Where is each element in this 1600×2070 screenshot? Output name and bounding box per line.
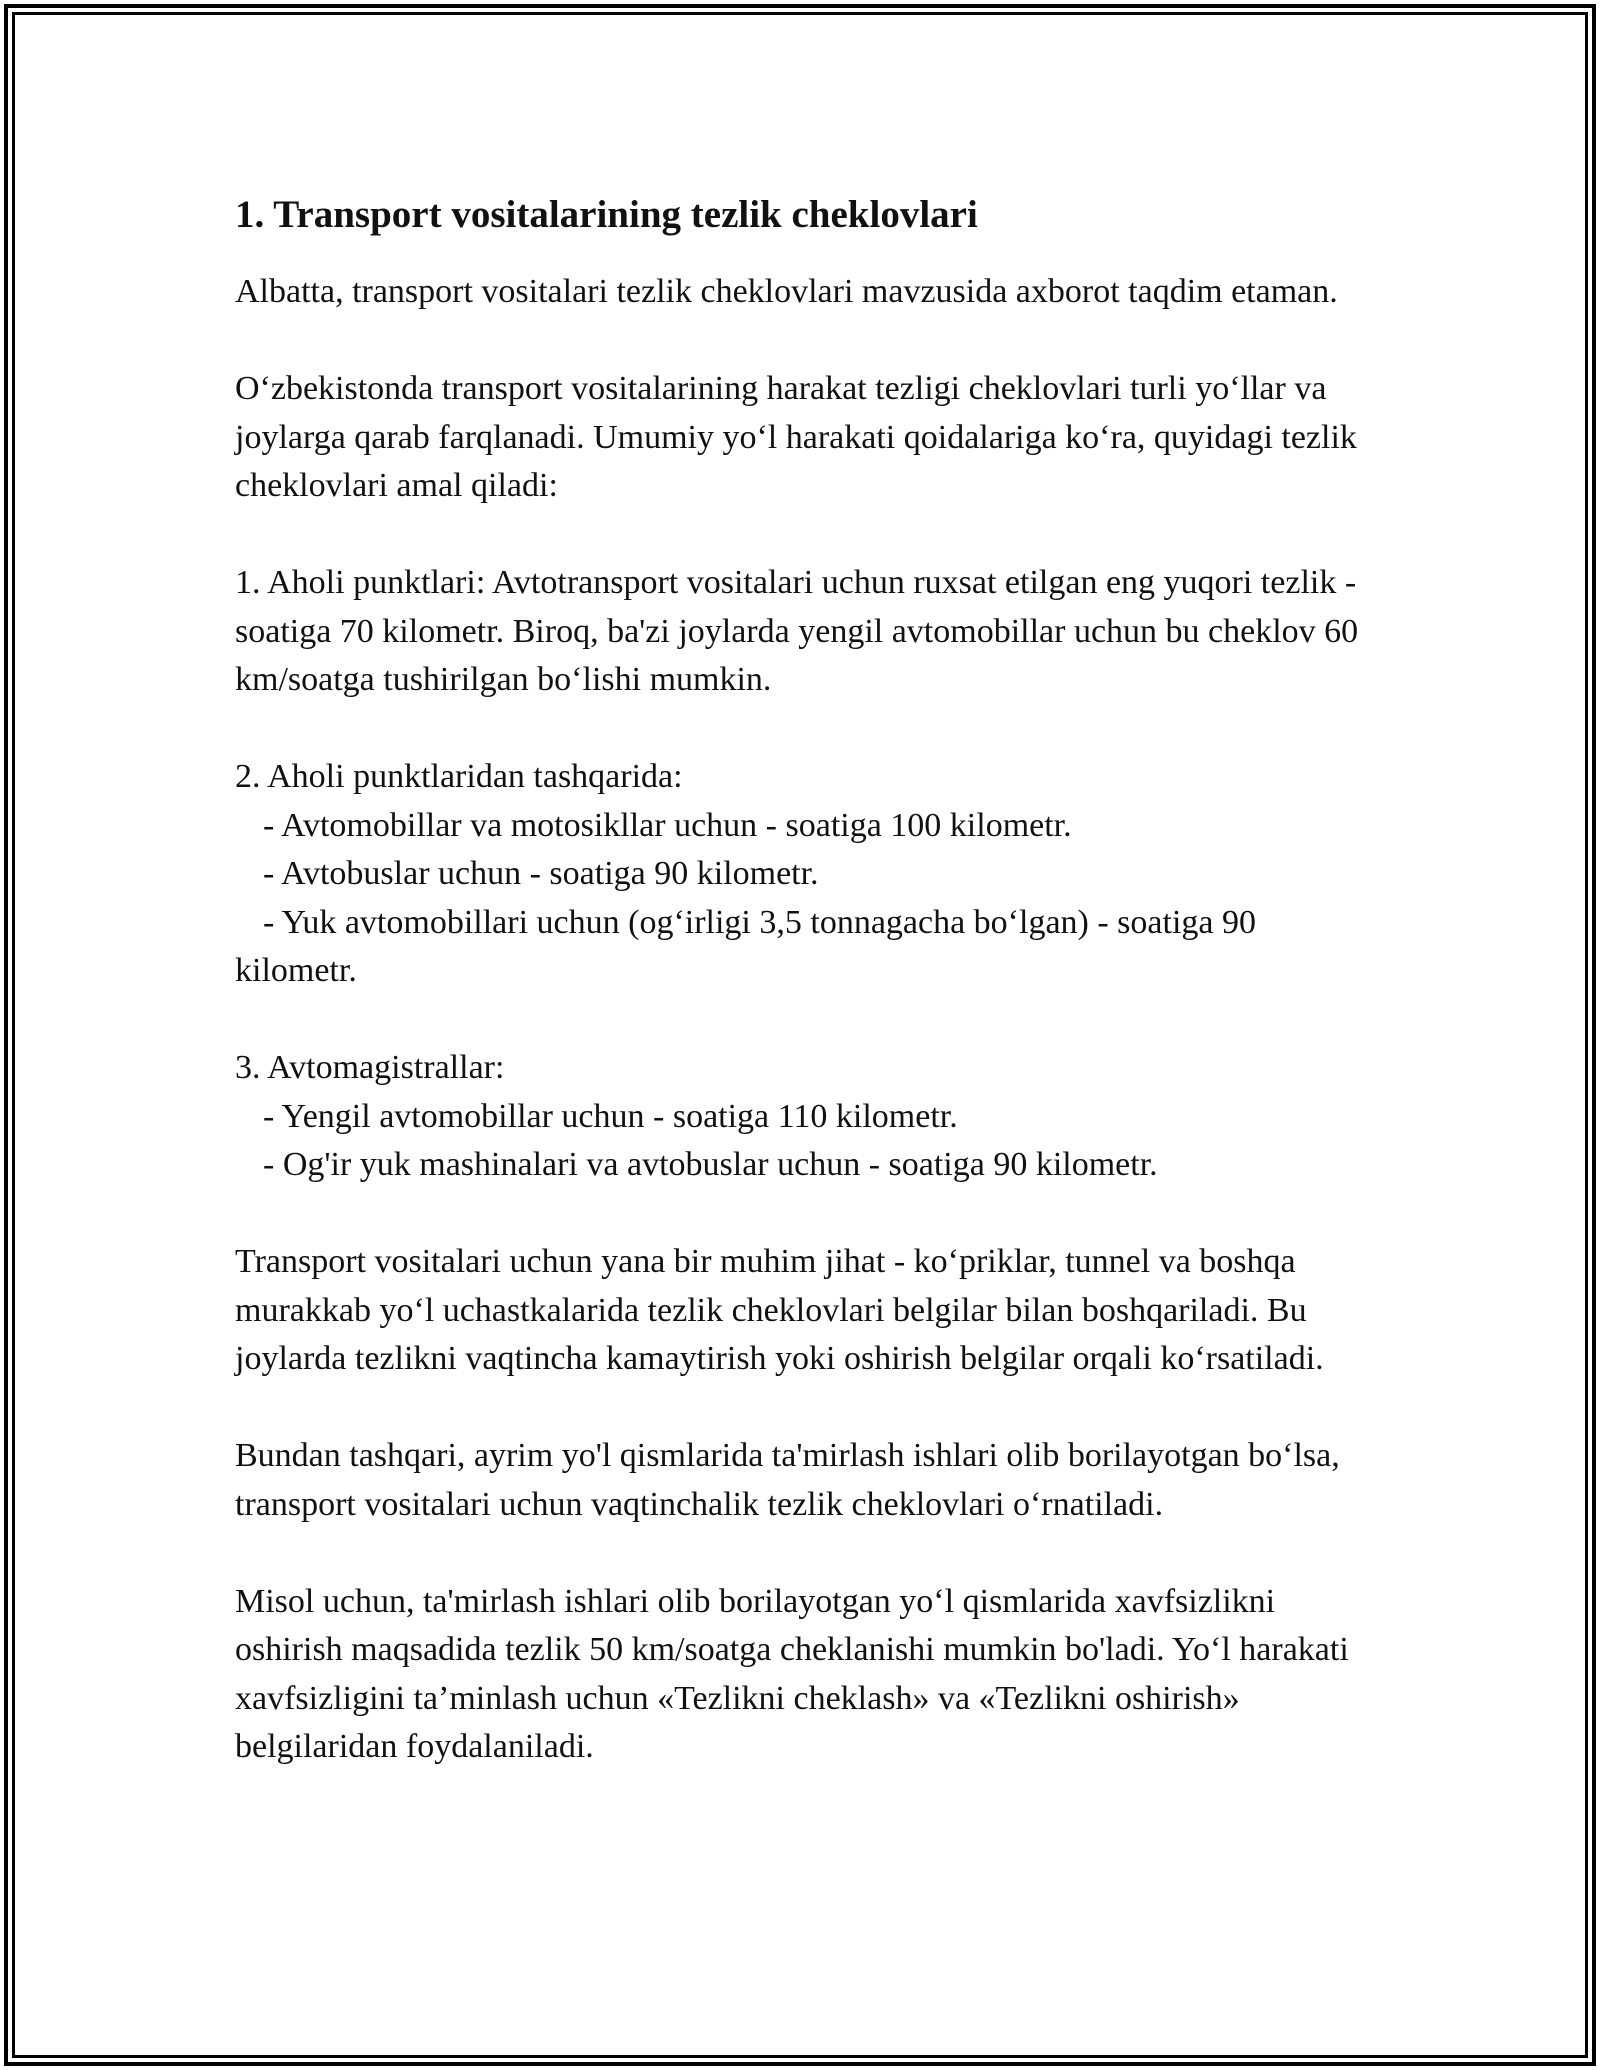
paragraph-gap	[235, 1384, 1375, 1433]
section-2-item-text: - Yuk avtomobillari uchun (og‘irligi 3,5 tonnagacha bo‘lgan) - soatiga 90 kilometr.	[235, 903, 1256, 989]
paragraph-gap	[235, 1529, 1375, 1578]
document-title: 1. Transport vositalarining tezlik cheklovlari	[235, 193, 978, 236]
repairs-paragraph: Bundan tashqari, ayrim yo'l qismlarida ta'mirlash ishlari olib borilayotgan bo‘lsa, transport vositalari uchun vaqtinchalik tezlik cheklovlari o‘rnatiladi.	[235, 1437, 1340, 1523]
bridges-paragraph: Transport vositalari uchun yana bir muhim jihat - ko‘priklar, tunnel va boshqa murakkab yo‘l uchastkalarida tezlik cheklovlari belgilar bilan boshqariladi. Bu joylarda tezlikni vaqtincha kamaytirish yoki oshirish belgilar orqali ko‘rsatiladi.	[235, 1243, 1324, 1377]
section-2-item: - Avtobuslar uchun - soatiga 90 kilometr.	[263, 855, 819, 892]
section-2-heading: 2. Aholi punktlaridan tashqarida:	[235, 758, 683, 795]
section-3-item: - Og'ir yuk mashinalari va avtobuslar uchun - soatiga 90 kilometr.	[263, 1146, 1158, 1183]
paragraph-gap	[235, 705, 1375, 754]
section-3-heading: 3. Avtomagistrallar:	[235, 1049, 505, 1086]
section-2-item	[235, 899, 1375, 996]
paragraph-gap	[235, 317, 1375, 366]
section-1-paragraph: 1. Aholi punktlari: Avtotransport vositalari uchun ruxsat etilgan eng yuqori tezlik - soatiga 70 kilometr. Biroq, ba'zi joylarda yengil avtomobillar uchun bu cheklov 60 km/soatga tushirilgan bo‘lishi mumkin.	[235, 564, 1359, 698]
overview-paragraph: O‘zbekistonda transport vositalarining harakat tezligi cheklovlari turli yo‘llar va joylarga qarab farqlanadi. Umumiy yo‘l harakati qoidalariga ko‘ra, quyidagi tezlik cheklovlari amal qiladi:	[235, 370, 1357, 504]
section-3-item: - Yengil avtomobillar uchun - soatiga 110 kilometr.	[263, 1097, 958, 1135]
document-body	[235, 190, 1375, 1772]
section-2-item: - Avtomobillar va motosikllar uchun - soatiga 100 kilometr.	[263, 806, 1072, 844]
paragraph-gap	[235, 996, 1375, 1045]
paragraph-gap	[235, 511, 1375, 560]
intro-paragraph: Albatta, transport vositalari tezlik cheklovlari mavzusida axborot taqdim etaman.	[235, 273, 1338, 310]
paragraph-gap	[235, 1190, 1375, 1239]
example-paragraph: Misol uchun, ta'mirlash ishlari olib borilayotgan yo‘l qismlarida xavfsizlikni oshirish maqsadida tezlik 50 km/soatga cheklanishi mumkin bo'ladi. Yo‘l harakati xavfsizligini ta’minlash uchun «Tezlikni cheklash» va «Tezlikni oshirish» belgilaridan foydalaniladi.	[235, 1582, 1349, 1765]
